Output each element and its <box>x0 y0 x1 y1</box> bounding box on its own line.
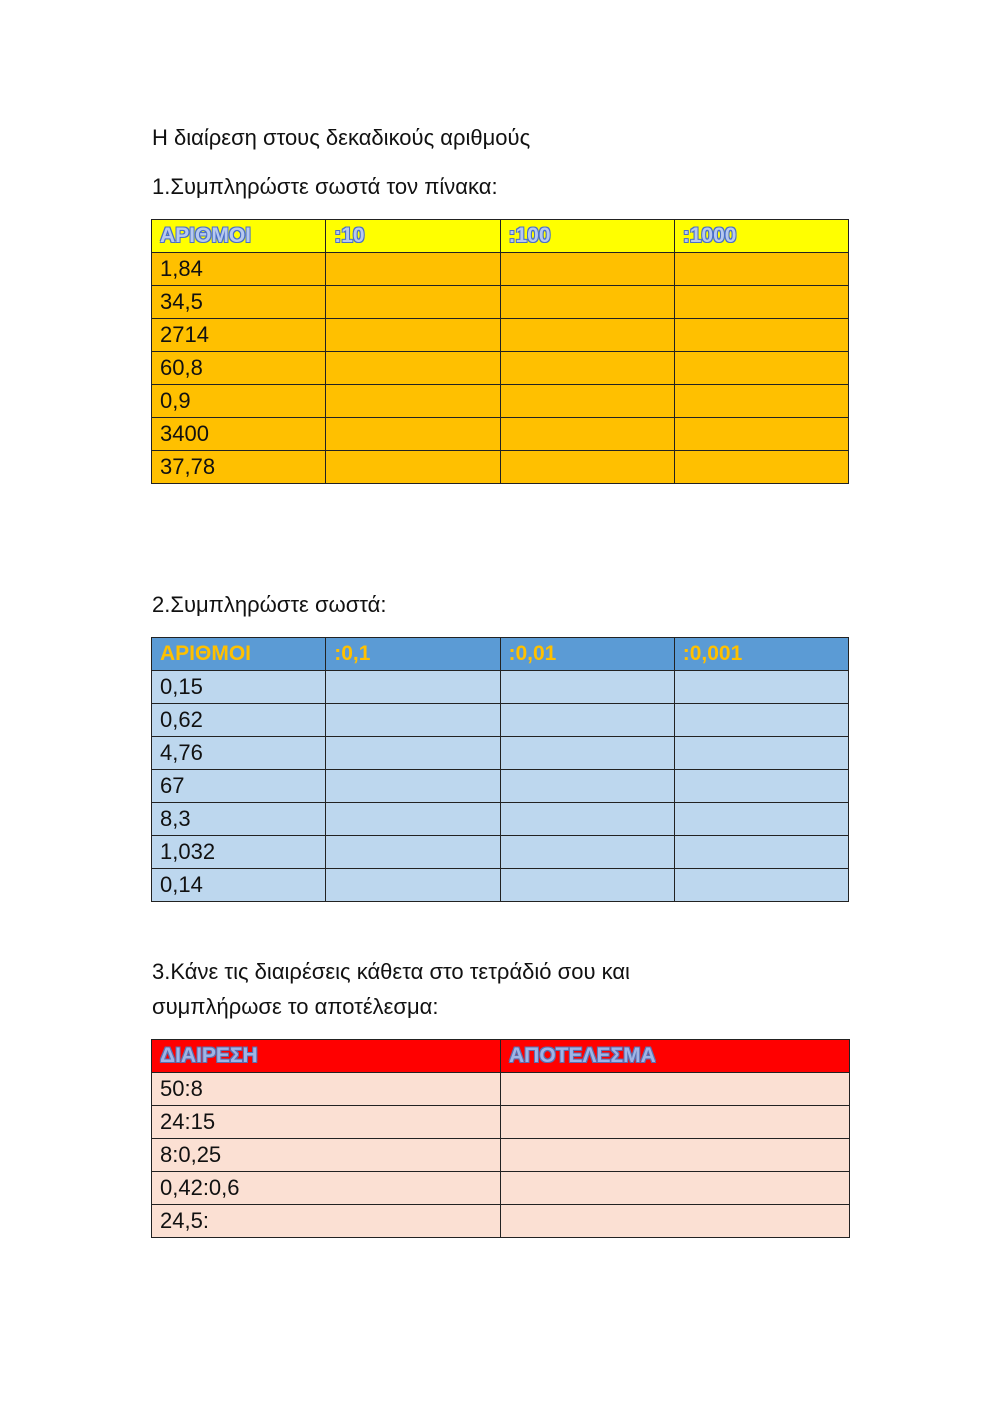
table2-value-cell: 0,15 <box>152 671 326 704</box>
table1-value-cell: 34,5 <box>152 286 326 319</box>
table2-answer-cell[interactable] <box>326 803 500 836</box>
division-results-table <box>151 1039 850 1238</box>
table3-value-cell: 0,42:0,6 <box>152 1172 501 1205</box>
table3-header-row <box>152 1040 850 1073</box>
table1-row <box>152 319 849 352</box>
table2-answer-cell[interactable] <box>500 869 674 902</box>
table1-row <box>152 385 849 418</box>
table1-value-cell: 1,84 <box>152 253 326 286</box>
table1-answer-cell[interactable] <box>674 253 848 286</box>
table1-header-row <box>152 220 849 253</box>
table3-value-cell: 50:8 <box>152 1073 501 1106</box>
section2-heading: 2.Συμπληρώστε σωστά: <box>152 592 387 617</box>
table1-row <box>152 286 849 319</box>
table1-answer-cell[interactable] <box>500 451 674 484</box>
page-title: Η διαίρεση στους δεκαδικούς αριθμούς <box>152 125 531 150</box>
table1-answer-cell[interactable] <box>326 286 500 319</box>
table3-answer-cell[interactable] <box>501 1172 850 1205</box>
table1-value-cell: 2714 <box>152 319 326 352</box>
table2-value-cell: 8,3 <box>152 803 326 836</box>
table2-row <box>152 770 849 803</box>
table2-answer-cell[interactable] <box>326 704 500 737</box>
table1-header-div100: :100 <box>500 220 674 253</box>
table1-answer-cell[interactable] <box>674 286 848 319</box>
table2-answer-cell[interactable] <box>674 770 848 803</box>
table2-value-cell: 0,62 <box>152 704 326 737</box>
table1-value-cell: 60,8 <box>152 352 326 385</box>
table1-value-cell: 3400 <box>152 418 326 451</box>
table2-answer-cell[interactable] <box>674 869 848 902</box>
table2-answer-cell[interactable] <box>674 704 848 737</box>
table1-answer-cell[interactable] <box>674 385 848 418</box>
table2-answer-cell[interactable] <box>326 671 500 704</box>
table2-answer-cell[interactable] <box>326 737 500 770</box>
table1-answer-cell[interactable] <box>500 385 674 418</box>
table1-header-div10: :10 <box>326 220 500 253</box>
section1-heading: 1.Συμπληρώστε σωστά τον πίνακα: <box>152 174 498 199</box>
table3-header-result: ΑΠΟΤΕΛΕΣΜΑ <box>501 1040 850 1073</box>
table2-answer-cell[interactable] <box>500 803 674 836</box>
table2-row <box>152 869 849 902</box>
table2-answer-cell[interactable] <box>326 869 500 902</box>
table2-answer-cell[interactable] <box>500 836 674 869</box>
table3-row <box>152 1106 850 1139</box>
table1-answer-cell[interactable] <box>500 286 674 319</box>
division-table-1 <box>151 219 849 484</box>
table2-value-cell: 1,032 <box>152 836 326 869</box>
table1-answer-cell[interactable] <box>500 253 674 286</box>
table1-value-cell: 0,9 <box>152 385 326 418</box>
table2-row <box>152 704 849 737</box>
table2-answer-cell[interactable] <box>674 671 848 704</box>
table1-answer-cell[interactable] <box>500 352 674 385</box>
table3-answer-cell[interactable] <box>501 1073 850 1106</box>
table1-answer-cell[interactable] <box>326 451 500 484</box>
table3-answer-cell[interactable] <box>501 1139 850 1172</box>
table3-row <box>152 1205 850 1238</box>
table1-row <box>152 253 849 286</box>
table2-answer-cell[interactable] <box>674 836 848 869</box>
table1-answer-cell[interactable] <box>326 253 500 286</box>
table1-value-cell: 37,78 <box>152 451 326 484</box>
table2-value-cell: 4,76 <box>152 737 326 770</box>
table1-answer-cell[interactable] <box>674 352 848 385</box>
section3-heading-line2: συμπλήρωσε το αποτέλεσμα: <box>152 994 439 1019</box>
table2-value-cell: 0,14 <box>152 869 326 902</box>
table1-answer-cell[interactable] <box>500 319 674 352</box>
table2-header-numbers: ΑΡΙΘΜΟΙ <box>152 638 326 671</box>
table2-row <box>152 737 849 770</box>
table2-row <box>152 836 849 869</box>
table3-row <box>152 1139 850 1172</box>
table2-value-cell: 67 <box>152 770 326 803</box>
table3-answer-cell[interactable] <box>501 1205 850 1238</box>
table2-header-div001: :0,01 <box>500 638 674 671</box>
table2-row <box>152 671 849 704</box>
table1-row <box>152 352 849 385</box>
table1-answer-cell[interactable] <box>500 418 674 451</box>
section3-heading-line1: 3.Κάνε τις διαιρέσεις κάθετα στο τετράδιό σου και <box>152 959 630 984</box>
table2-answer-cell[interactable] <box>326 836 500 869</box>
division-table-2 <box>151 637 849 902</box>
table1-answer-cell[interactable] <box>674 319 848 352</box>
table3-answer-cell[interactable] <box>501 1106 850 1139</box>
table1-row <box>152 451 849 484</box>
table2-answer-cell[interactable] <box>500 704 674 737</box>
table1-header-numbers: ΑΡΙΘΜΟΙ <box>152 220 326 253</box>
table2-answer-cell[interactable] <box>326 770 500 803</box>
table1-row <box>152 418 849 451</box>
table1-answer-cell[interactable] <box>326 352 500 385</box>
table3-row <box>152 1073 850 1106</box>
table2-answer-cell[interactable] <box>500 671 674 704</box>
table3-header-division: ΔΙΑΙΡΕΣΗ <box>152 1040 501 1073</box>
table2-answer-cell[interactable] <box>674 803 848 836</box>
table2-answer-cell[interactable] <box>500 770 674 803</box>
table3-value-cell: 8:0,25 <box>152 1139 501 1172</box>
table1-answer-cell[interactable] <box>674 418 848 451</box>
table3-value-cell: 24,5: <box>152 1205 501 1238</box>
table1-header-div1000: :1000 <box>674 220 848 253</box>
table3-value-cell: 24:15 <box>152 1106 501 1139</box>
table2-header-div0001: :0,001 <box>674 638 848 671</box>
table3-row <box>152 1172 850 1205</box>
table2-answer-cell[interactable] <box>500 737 674 770</box>
table2-header-row <box>152 638 849 671</box>
table2-header-div01: :0,1 <box>326 638 500 671</box>
table2-row <box>152 803 849 836</box>
table1-answer-cell[interactable] <box>326 319 500 352</box>
table1-answer-cell[interactable] <box>326 385 500 418</box>
table1-answer-cell[interactable] <box>326 418 500 451</box>
table1-answer-cell[interactable] <box>674 451 848 484</box>
table2-answer-cell[interactable] <box>674 737 848 770</box>
